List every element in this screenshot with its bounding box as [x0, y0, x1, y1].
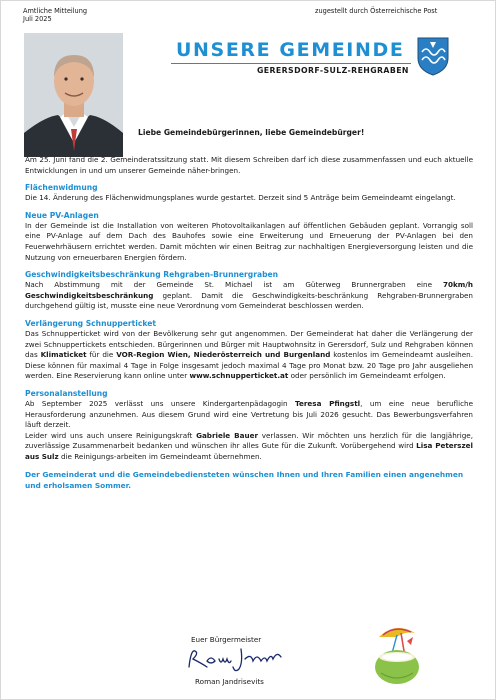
letter-body [25, 155, 473, 491]
notice-date: Juli 2025 [23, 15, 52, 23]
text-run: Ab September 2025 verlässt uns unsere Kindergartenpädagogin [25, 398, 296, 408]
text-run: , um eine neue berufliche Herausforderung anzunehmen. Aus diesem Grund wird eine Vertretung bis Juli 2026 gesucht. Das Bewerbungsverfahren läuft derzeit. [25, 398, 473, 430]
text-run: die Reinigungs-arbeiten im Gemeindeamt übernehmen. [58, 451, 262, 461]
section-heading-ticket: Verlängerung Schnupperticket [25, 318, 157, 328]
municipal-crest-icon [416, 36, 450, 76]
mayor-name: Roman Jandrisevits [195, 677, 264, 686]
person-highlight: Lisa Peterszel aus Sulz [25, 441, 473, 461]
text-run: für die [86, 350, 117, 360]
delivery-note: zugestellt durch Österreichische Post [315, 7, 438, 15]
section-text-ticket [25, 329, 473, 382]
section-text-flaechenwidmung: Die 14. Änderung des Flächenwidmungsplanes wurde gestartet. Derzeit sind 5 Anträge beim Gemeindeamt eingelangt. [25, 193, 456, 203]
text-run: Leider wird uns auch unsere Reinigungskraft [25, 430, 197, 440]
newsletter-title: UNSERE GEMEINDE [176, 39, 405, 61]
title-divider [171, 63, 411, 64]
section-heading-speed-limit: Geschwindigkeitsbeschränkung Rehgraben-Brunnergraben [25, 270, 279, 280]
intro-paragraph: Am 25. Juni fand die 2. Gemeinderatssitzung statt. Mit diesem Schreiben darf ich diese zusammenfassen und euch aktuelle Entwicklungen in und um unserer Gemeinde näher-bringen. [25, 155, 473, 175]
section-heading-flaechenwidmung: Flächenwidmung [25, 183, 98, 193]
mayor-portrait [24, 33, 123, 157]
section-text-personal [25, 399, 473, 431]
notice-line: Amtliche Mitteilung [23, 7, 88, 15]
region-highlight: VOR-Region Wien, Niederösterreich und Burgenland [116, 350, 331, 360]
section-heading-personal: Personalanstellung [25, 388, 108, 398]
section-heading-pv: Neue PV-Anlagen [25, 210, 99, 220]
text-run: Das Schnupperticket wird von der Bevölkerung sehr gut angenommen. Der Gemeinderat hat daher die Verlängerung der zwei Schnuppertickets entschieden. Bürgerinnen und Bürger mit Hauptwohnsitz in Gerersdorf, Sulz und Rehgraben können das [25, 328, 473, 360]
text-run: Nach Abstimmung mit der Gemeinde St. Michael ist am Güterweg Brunnergraben eine [25, 280, 443, 290]
text-run: geplant. Damit die Geschwindigkeits-beschränkung Rehgraben-Brunnergraben durchgehend gültig ist, musste eine neue Verordnung vom Gemeinderat beschlossen werden. [25, 290, 473, 311]
person-highlight: Teresa Pfingstl [295, 398, 361, 408]
text-run: kostenlos im Gemeindeamt ausleihen. Diese können für maximal 4 Tage in Folge insgesamt jedoch maximal 4 Tage pro Monat bzw. 20 Tage pro Jahr ausgeliehen werden. Eine Reservierung kann online unter [25, 350, 473, 381]
section-text-pv: In der Gemeinde ist die Installation von weiteren Photovoltaikanlagen auf öffentlichen Gebäuden geplant. Vorrangig soll eine PV-Anlage auf dem Dach des Bauhofes sowie eine Erweiterung und Erneuerung der PV-Anlagen bei den Feuerwehrhäusern errichtet werden. Damit möchten wir einen Beitrag zur nachhaltigen Energieversorgung leisten und die Nutzung von erneuerbaren Energien fördern. [25, 220, 473, 262]
speed-limit-highlight: 70km/h Geschwindigkeitsbeschränkung [25, 280, 473, 300]
greeting: Liebe Gemeindebürgerinnen, liebe Gemeindebürger! [138, 128, 365, 137]
klimaticket-highlight: Klimaticket [40, 350, 87, 360]
closing-wishes: Der Gemeinderat und die Gemeindebediensteten wünschen Ihnen und Ihren Familien einen angenehmen und erholsamen Sommer. [25, 470, 464, 491]
ticket-website-link[interactable]: www.schnupperticket.at [189, 371, 289, 381]
municipality-name: GERERSDORF-SULZ-REHGRABEN [257, 66, 409, 75]
coconut-drink-icon [361, 617, 431, 687]
signoff-label: Euer Bürgermeister [191, 635, 262, 644]
section-text-speed-limit [25, 280, 473, 312]
notice-block [23, 7, 87, 23]
person-highlight: Gabriele Bauer [196, 430, 258, 440]
section-text-personal-2 [25, 431, 473, 463]
text-run: verlassen. Wir möchten uns herzlich für die langjährige, zuverlässige Zusammenarbeit bedanken und wünschen ihr alles Gute für die Zukunft. Vorübergehend wird [25, 430, 473, 451]
handwritten-signature [181, 641, 291, 675]
text-run: oder persönlich im Gemeindeamt erfolgen. [288, 371, 446, 381]
